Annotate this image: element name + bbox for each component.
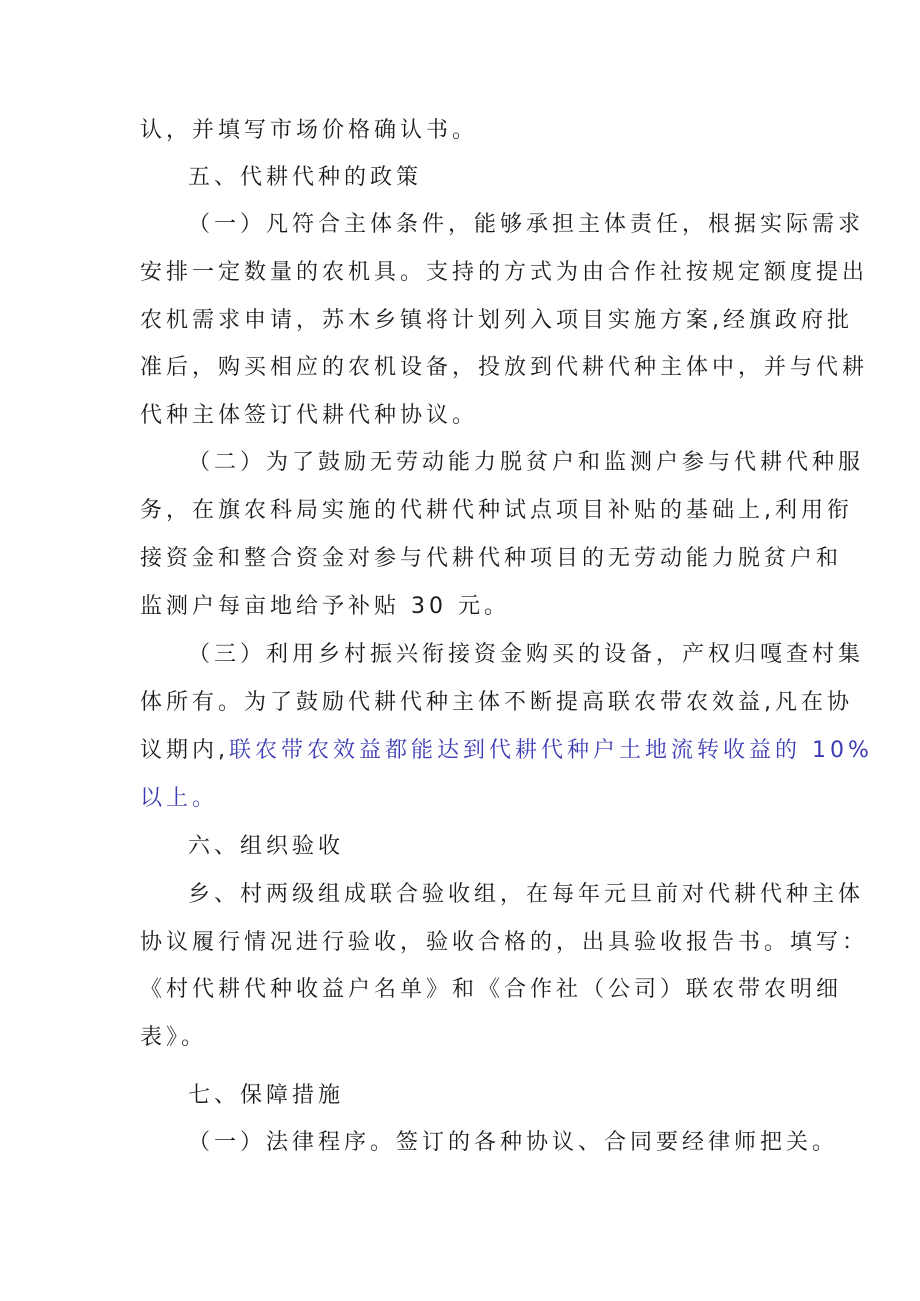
paragraph-line: 体所有。为了鼓励代耕代种主体不断提高联农带农效益,凡在协	[140, 690, 853, 715]
paragraph-line: 农机需求申请，苏木乡镇将计划列入项目实施方案,经旗政府批	[140, 308, 853, 333]
section-heading-5: 五、代耕代种的政策	[188, 165, 423, 190]
paragraph-line: （三）利用乡村振兴衔接资金购买的设备，产权归嘎查村集	[188, 642, 865, 667]
highlighted-text: 联农带农效益都能达到代耕代种户土地流转收益的 10%	[229, 738, 873, 763]
paragraph-line: 协议履行情况进行验收，验收合格的，出具验收报告书。填写：	[140, 930, 869, 955]
paragraph-line: 监测户每亩地给予补贴 30 元。	[140, 594, 510, 619]
paragraph-line: 认，并填写市场价格确认书。	[140, 118, 479, 143]
paragraph-text: 议期内,	[140, 738, 229, 763]
paragraph-line: 安排一定数量的农机具。支持的方式为由合作社按规定额度提出	[140, 260, 869, 285]
paragraph-line: （一）凡符合主体条件，能够承担主体责任，根据实际需求	[188, 212, 865, 237]
paragraph-line: 接资金和整合资金对参与代耕代种项目的无劳动能力脱贫户和	[140, 546, 843, 571]
paragraph-line: 务，在旗农科局实施的代耕代种试点项目补贴的基础上,利用衔	[140, 498, 853, 523]
paragraph-line: 表》。	[140, 1025, 208, 1050]
paragraph-line: 乡、村两级组成联合验收组，在每年元旦前对代耕代种主体	[188, 882, 865, 907]
highlighted-text: 以上。	[140, 786, 219, 811]
section-heading-6: 六、组织验收	[188, 834, 345, 859]
paragraph-line: 代种主体签订代耕代种协议。	[140, 403, 479, 428]
paragraph-line: （二）为了鼓励无劳动能力脱贫户和监测户参与代耕代种服	[188, 450, 865, 475]
section-heading-7: 七、保障措施	[188, 1083, 345, 1108]
paragraph-line: （一）法律程序。签订的各种协议、合同要经律师把关。	[188, 1130, 839, 1155]
paragraph-line	[140, 736, 873, 766]
paragraph-line: 《村代耕代种收益户名单》和《合作社（公司）联农带农明细	[140, 977, 843, 1002]
paragraph-line: 准后，购买相应的农机设备，投放到代耕代种主体中，并与代耕	[140, 355, 869, 380]
